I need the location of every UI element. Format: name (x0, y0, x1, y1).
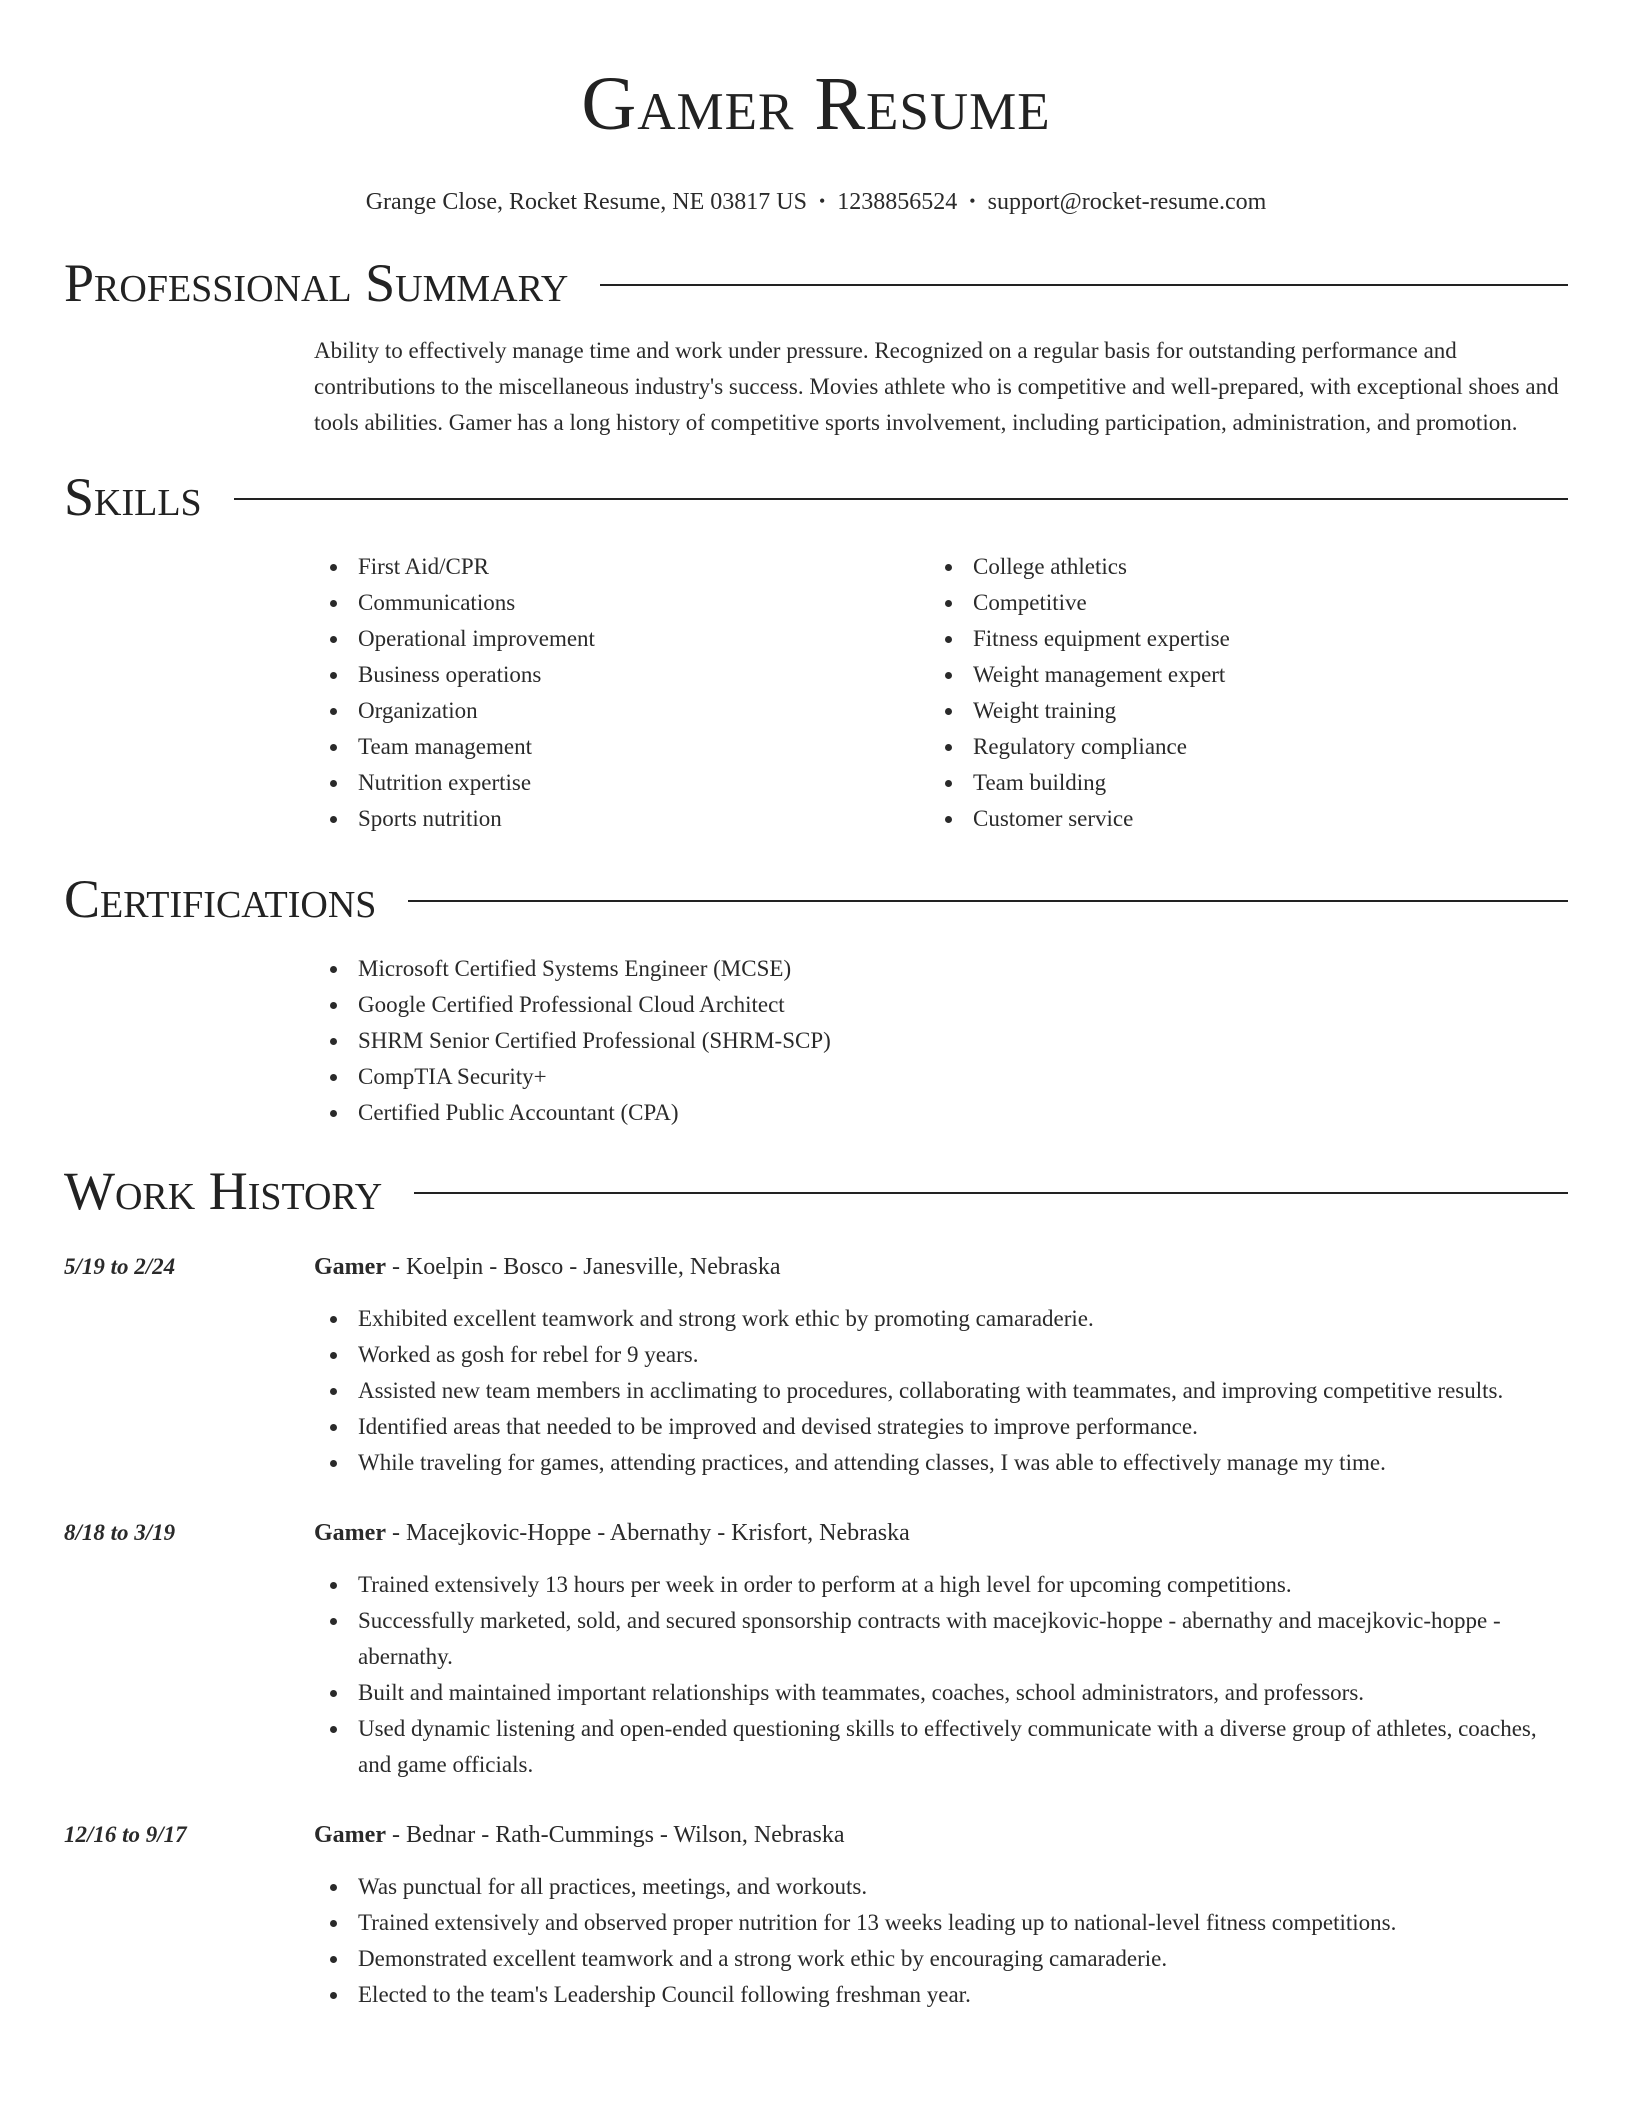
work-heading: Work History (64, 1161, 383, 1221)
skill-item: Sports nutrition (314, 801, 929, 837)
work-section (64, 1249, 1568, 2013)
section-divider (234, 498, 1568, 500)
job-bullet: Used dynamic listening and open-ended questioning skills to effectively communicate with a diverse group of athletes, coaches, and game officials. (314, 1711, 1568, 1783)
job-title: Gamer (314, 1822, 386, 1848)
job-entry (64, 1249, 1568, 1481)
job-bullet: Worked as gosh for rebel for 9 years. (314, 1337, 1568, 1373)
skill-item: Team management (314, 729, 929, 765)
job-employer: - Macejkovic-Hoppe - Abernathy - Krisfort, Nebraska (385, 1520, 910, 1546)
certifications-list (314, 951, 1568, 1131)
skill-item: Team building (929, 765, 1544, 801)
job-details (314, 1515, 1568, 1783)
contact-separator: • (818, 191, 826, 211)
job-dates: 12/16 to 9/17 (64, 1822, 187, 1847)
job-bullet: Trained extensively 13 hours per week in order to perform at a high level for upcoming competitions. (314, 1567, 1568, 1603)
job-title: Gamer (314, 1520, 386, 1546)
job-title-line (314, 1515, 1568, 1551)
job-bullet: Assisted new team members in acclimating to procedures, collaborating with teammates, and improving competitive results. (314, 1373, 1568, 1409)
job-bullet: Built and maintained important relationships with teammates, coaches, school administrators, and professors. (314, 1675, 1568, 1711)
job-bullet: Demonstrated excellent teamwork and a strong work ethic by encouraging camaraderie. (314, 1941, 1568, 1977)
job-bullet: Exhibited excellent teamwork and strong work ethic by promoting camaraderie. (314, 1301, 1568, 1337)
job-bullets (314, 1567, 1568, 1783)
job-bullet: While traveling for games, attending practices, and attending classes, I was able to effectively manage my time. (314, 1445, 1568, 1481)
contact-address: Grange Close, Rocket Resume, NE 03817 US (365, 189, 807, 215)
job-entry (64, 1515, 1568, 1783)
section-divider (414, 1192, 1568, 1194)
summary-heading: Professional Summary (64, 253, 569, 313)
job-bullets (314, 1869, 1568, 2013)
job-details (314, 1817, 1568, 2013)
skill-item: Business operations (314, 657, 929, 693)
job-dates: 5/19 to 2/24 (64, 1254, 176, 1279)
skill-item: Operational improvement (314, 621, 929, 657)
skills-section (314, 529, 1568, 837)
skill-item: Fitness equipment expertise (929, 621, 1544, 657)
job-entry (64, 1817, 1568, 2013)
job-title-line (314, 1249, 1568, 1285)
job-bullet: Was punctual for all practices, meetings, and workouts. (314, 1869, 1568, 1905)
certification-item: Microsoft Certified Systems Engineer (MCSE) (314, 951, 1568, 987)
job-bullet: Trained extensively and observed proper nutrition for 13 weeks leading up to national-level fitness competitions. (314, 1905, 1568, 1941)
resume-name: Gamer Resume (581, 62, 1051, 146)
skill-item: Weight training (929, 693, 1544, 729)
certification-item: Certified Public Accountant (CPA) (314, 1095, 1568, 1131)
contact-phone: 1238856524 (837, 189, 958, 215)
certifications-section-header (64, 867, 1568, 931)
job-employer: - Bednar - Rath-Cummings - Wilson, Nebraska (385, 1822, 845, 1848)
job-bullets (314, 1301, 1568, 1481)
work-section-header (64, 1159, 1568, 1223)
job-details (314, 1249, 1568, 1481)
skills-heading: Skills (64, 467, 202, 527)
certification-item: Google Certified Professional Cloud Architect (314, 987, 1568, 1023)
skill-item: Regulatory compliance (929, 729, 1544, 765)
skill-item: College athletics (929, 549, 1544, 585)
certification-item: SHRM Senior Certified Professional (SHRM-SCP) (314, 1023, 1568, 1059)
job-title: Gamer (314, 1254, 386, 1280)
skill-item: First Aid/CPR (314, 549, 929, 585)
contact-line (64, 186, 1568, 217)
section-divider (408, 900, 1568, 902)
contact-separator: • (969, 191, 976, 211)
skill-item: Customer service (929, 801, 1544, 837)
skill-item: Competitive (929, 585, 1544, 621)
summary-text: Ability to effectively manage time and work under pressure. Recognized on a regular basis for outstanding performance and contributions to the miscellaneous industry's success. Movies athlete who is competitive and well-prepared, with exceptional shoes and tools abilities. Gamer has a long history of competitive sports involvement, including participation, administration, and promotion. (314, 338, 1559, 435)
skill-item: Communications (314, 585, 929, 621)
section-divider (600, 284, 1568, 286)
certification-item: CompTIA Security+ (314, 1059, 1568, 1095)
job-dates: 8/18 to 3/19 (64, 1520, 176, 1545)
summary-section (314, 333, 1568, 441)
skill-item: Weight management expert (929, 657, 1544, 693)
certifications-heading: Certifications (64, 869, 377, 929)
job-bullet: Successfully marketed, sold, and secured sponsorship contracts with macejkovic-hoppe - abernathy and macejkovic-hoppe - abernathy. (314, 1603, 1568, 1675)
certifications-section (314, 951, 1568, 1131)
skill-item: Organization (314, 693, 929, 729)
skills-list-right (929, 549, 1544, 837)
contact-email: support@rocket-resume.com (987, 189, 1267, 215)
skill-item: Nutrition expertise (314, 765, 929, 801)
skills-columns (314, 529, 1568, 837)
skills-list-left (314, 549, 929, 837)
job-title-line (314, 1817, 1568, 1853)
job-bullet: Elected to the team's Leadership Council following freshman year. (314, 1977, 1568, 2013)
job-bullet: Identified areas that needed to be improved and devised strategies to improve performance. (314, 1409, 1568, 1445)
summary-section-header (64, 251, 1568, 315)
job-employer: - Koelpin - Bosco - Janesville, Nebraska (385, 1254, 781, 1280)
skills-section-header (64, 465, 1568, 529)
